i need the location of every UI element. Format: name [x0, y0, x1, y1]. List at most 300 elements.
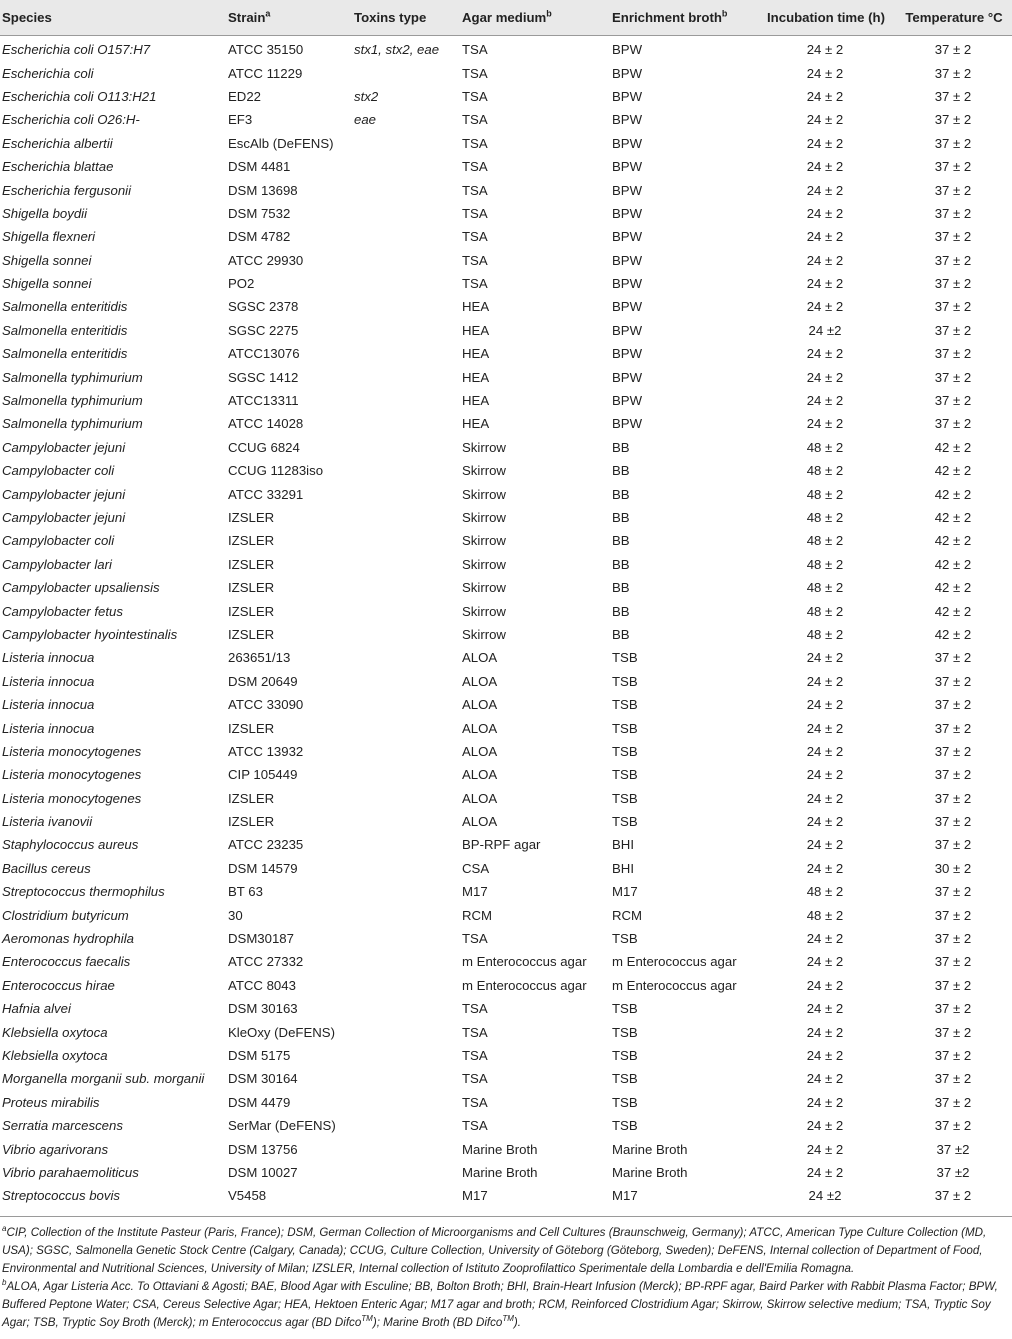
cell-incubation-time: 24 ± 2 — [806, 697, 844, 713]
cell-temperature: 37 ± 2 — [934, 276, 972, 292]
cell-strain: 30 — [228, 907, 243, 923]
cell-strain: IZSLER — [228, 790, 275, 806]
cell-toxins — [352, 155, 460, 178]
cell-enrichment-broth: BPW — [612, 112, 643, 128]
cell-enrichment-broth: TSB — [612, 1001, 638, 1017]
cell-enrichment-broth: m Enterococcus agar — [612, 977, 737, 993]
cell-strain: ATCC 14028 — [228, 416, 304, 432]
cell-strain: DSM 4481 — [228, 159, 291, 175]
table-row — [0, 61, 1012, 84]
cell-enrichment-broth: Marine Broth — [612, 1164, 688, 1180]
cell-incubation-time: 24 ± 2 — [806, 860, 844, 876]
cell-enrichment-broth: BB — [612, 603, 630, 619]
footnote-b-text-mid: ); Marine Broth (BD Difco — [372, 1316, 503, 1330]
cell-strain: IZSLER — [228, 556, 275, 572]
cell-incubation-time: 48 ± 2 — [806, 510, 844, 525]
table-row — [0, 763, 1012, 786]
cell-agar-medium: TSA — [462, 205, 488, 221]
table-row — [0, 950, 1012, 973]
cell-strain: IZSLER — [228, 510, 275, 525]
cell-strain: ATCC 23235 — [228, 837, 304, 853]
cell-agar-medium: RCM — [462, 907, 493, 923]
cell-species: Listeria innocua — [2, 650, 95, 666]
cell-agar-medium: TSA — [462, 252, 488, 268]
cell-agar-medium: M17 — [462, 884, 488, 900]
cell-species: Campylobacter coli — [2, 533, 115, 549]
cell-strain: IZSLER — [228, 603, 275, 619]
cell-agar-medium: Marine Broth — [462, 1141, 538, 1157]
cell-agar-medium: ALOA — [462, 720, 498, 736]
table-row — [0, 787, 1012, 810]
cell-incubation-time: 24 ± 2 — [806, 1141, 844, 1157]
cell-temperature: 37 ±2 — [936, 1141, 970, 1157]
cell-agar-medium: HEA — [462, 393, 490, 409]
table-row — [0, 436, 1012, 459]
header-agar-footnote-marker: b — [546, 8, 552, 19]
header-strain: Strain$^a$ — [226, 0, 352, 36]
cell-enrichment-broth: BHI — [612, 860, 634, 876]
cell-temperature: 37 ± 2 — [934, 112, 972, 128]
table-row — [0, 342, 1012, 365]
table-row — [0, 506, 1012, 529]
cell-species: Salmonella enteritidis — [2, 346, 128, 362]
cell-incubation-time: 24 ± 2 — [806, 42, 844, 58]
cell-species: Escherichia coli O157:H7 — [2, 42, 151, 58]
cell-temperature: 37 ± 2 — [934, 1071, 972, 1087]
cell-enrichment-broth: BB — [612, 439, 630, 455]
cell-enrichment-broth: BPW — [612, 322, 643, 338]
cell-strain: IZSLER — [228, 533, 275, 549]
cell-enrichment-broth: BPW — [612, 276, 643, 292]
table-row — [0, 670, 1012, 693]
cell-species: Enterococcus faecalis — [2, 954, 131, 970]
cell-species: Bacillus cereus — [2, 860, 91, 876]
cell-agar-medium: TSA — [462, 276, 488, 292]
cell-temperature: 37 ± 2 — [934, 369, 972, 385]
cell-agar-medium: ALOA — [462, 743, 498, 759]
cell-species: Vibrio agarivorans — [2, 1141, 109, 1157]
cell-enrichment-broth: TSB — [612, 1047, 638, 1063]
cell-strain: DSM 30163 — [228, 1001, 298, 1017]
cell-enrichment-broth: BB — [612, 626, 630, 642]
cell-toxins — [352, 1114, 460, 1137]
table-row — [0, 202, 1012, 225]
cell-strain: ATCC 33090 — [228, 697, 304, 713]
footnote-b-text: ALOA, Agar Listeria Acc. To Ottaviani & Agosti; BAE, Blood Agar with Esculine; BB, Bolton Broth; BHI, Brain-Heart Infusion (Merck); BP-RPF agar, Baird Parker with Rabbit Plasma Factor; BPW, Buffered Peptone Water; CSA, Cereus Selective Agar; HEA, Hektoen Enteric Agar; M17 agar and broth; RCM, Reinforced Clostridium Agar; Skirrow, Skirrow selective medium; TSA, Tryptic Soy Agar; TSB, Tryptic Soy Broth (Merck); m Enterococcus agar (BD Difco — [2, 1280, 998, 1330]
cell-species: Proteus mirabilis — [2, 1094, 100, 1110]
cell-temperature: 42 ± 2 — [934, 533, 972, 549]
cell-toxins — [352, 319, 460, 342]
cell-agar-medium: HEA — [462, 299, 490, 315]
table-row — [0, 623, 1012, 646]
cell-incubation-time: 24 ± 2 — [806, 977, 844, 993]
cell-agar-medium: Skirrow — [462, 510, 506, 525]
cell-temperature: 37 ± 2 — [934, 1001, 972, 1017]
table-row — [0, 716, 1012, 739]
cell-toxins — [352, 342, 460, 365]
table-row — [0, 1067, 1012, 1090]
cell-toxins — [352, 646, 460, 669]
cell-species: Escherichia fergusonii — [2, 182, 132, 198]
table-row — [0, 412, 1012, 435]
cell-agar-medium: Skirrow — [462, 603, 506, 619]
cell-enrichment-broth: BPW — [612, 416, 643, 432]
table-body — [0, 36, 1012, 1217]
cell-species: Enterococcus hirae — [2, 977, 115, 993]
cell-strain: DSM 5175 — [228, 1047, 291, 1063]
cell-toxins — [352, 880, 460, 903]
footnote-a-marker: a — [2, 1224, 7, 1234]
cell-species: Shigella flexneri — [2, 229, 96, 245]
cell-enrichment-broth: m Enterococcus agar — [612, 954, 737, 970]
footnote-b-text-end: ). — [513, 1316, 522, 1330]
cell-enrichment-broth: BPW — [612, 135, 643, 151]
cell-incubation-time: 24 ± 2 — [806, 931, 844, 947]
cell-strain: ATCC 13932 — [228, 743, 304, 759]
cell-temperature: 37 ± 2 — [934, 416, 972, 432]
table-row — [0, 810, 1012, 833]
header-agar-medium: Agar medium$^b$ — [460, 0, 610, 36]
cell-species: Clostridium butyricum — [2, 907, 129, 923]
cell-incubation-time: 24 ± 2 — [806, 767, 844, 783]
cell-incubation-time: 24 ± 2 — [806, 112, 844, 128]
cell-enrichment-broth: BPW — [612, 42, 643, 58]
cell-temperature: 37 ± 2 — [934, 1094, 972, 1110]
table-row — [0, 997, 1012, 1020]
table-row — [0, 880, 1012, 903]
cell-agar-medium: TSA — [462, 229, 488, 245]
cell-temperature: 37 ± 2 — [934, 743, 972, 759]
cell-species: Campylobacter fetus — [2, 603, 123, 619]
cell-toxins — [352, 1044, 460, 1067]
cell-temperature: 37 ± 2 — [934, 650, 972, 666]
cell-agar-medium: m Enterococcus agar — [462, 977, 587, 993]
cell-agar-medium: ALOA — [462, 767, 498, 783]
cell-strain: ATCC 33291 — [228, 486, 304, 502]
cell-agar-medium: ALOA — [462, 790, 498, 806]
table-row — [0, 482, 1012, 505]
table-footnotes — [2, 1224, 1008, 1333]
table-row — [0, 1161, 1012, 1184]
cell-enrichment-broth: BPW — [612, 252, 643, 268]
cell-enrichment-broth: Marine Broth — [612, 1141, 688, 1157]
cell-incubation-time: 48 ± 2 — [806, 439, 844, 455]
cell-species: Listeria innocua — [2, 720, 95, 736]
table-row — [0, 857, 1012, 880]
cell-temperature: 37 ± 2 — [934, 954, 972, 970]
cell-toxins — [352, 178, 460, 201]
cell-incubation-time: 24 ± 2 — [806, 205, 844, 221]
cell-strain: ATCC 29930 — [228, 252, 304, 268]
cell-agar-medium: TSA — [462, 1071, 488, 1087]
cell-species: Listeria innocua — [2, 697, 95, 713]
cell-temperature: 37 ± 2 — [934, 159, 972, 175]
cell-toxins — [352, 1067, 460, 1090]
table-row — [0, 295, 1012, 318]
cell-temperature: 42 ± 2 — [934, 439, 972, 455]
cell-enrichment-broth: M17 — [612, 884, 638, 900]
table-row — [0, 646, 1012, 669]
cell-enrichment-broth: BPW — [612, 346, 643, 362]
cell-strain: PO2 — [228, 276, 255, 292]
cell-incubation-time: 48 ± 2 — [806, 884, 844, 900]
cell-incubation-time: 24 ± 2 — [806, 1047, 844, 1063]
cell-incubation-time: 48 ± 2 — [806, 580, 844, 596]
cell-toxins — [352, 810, 460, 833]
cell-incubation-time: 24 ± 2 — [806, 252, 844, 268]
cell-temperature: 37 ± 2 — [934, 1118, 972, 1134]
cell-species: Listeria monocytogenes — [2, 790, 142, 806]
cell-agar-medium: TSA — [462, 1024, 488, 1040]
cell-agar-medium: TSA — [462, 112, 488, 128]
cell-incubation-time: 24 ± 2 — [806, 1001, 844, 1017]
cell-strain: KleOxy (DeFENS) — [228, 1024, 335, 1040]
cell-strain: IZSLER — [228, 580, 275, 596]
cell-strain: 263651/13 — [228, 650, 291, 666]
table-row — [0, 553, 1012, 576]
cell-temperature: 37 ± 2 — [934, 837, 972, 853]
cell-agar-medium: Skirrow — [462, 439, 506, 455]
cell-species: Morganella morganii sub. morganii — [2, 1071, 205, 1087]
cell-toxins — [352, 412, 460, 435]
cell-species: Campylobacter jejuni — [2, 510, 126, 525]
cell-agar-medium: BP-RPF agar — [462, 837, 541, 853]
table-row — [0, 1091, 1012, 1114]
cell-toxins — [352, 716, 460, 739]
cell-toxins — [352, 927, 460, 950]
cell-toxins — [352, 1161, 460, 1184]
cell-temperature: 42 ± 2 — [934, 626, 972, 642]
table-row — [0, 36, 1012, 62]
cell-strain: EF3 — [228, 112, 253, 128]
header-incubation-time: Incubation time (h) — [756, 0, 894, 36]
cell-toxins — [352, 903, 460, 926]
cell-temperature: 42 ± 2 — [934, 486, 972, 502]
cell-strain: DSM 30164 — [228, 1071, 298, 1087]
cell-toxins — [352, 1137, 460, 1160]
cell-enrichment-broth: TSB — [612, 814, 638, 830]
cell-agar-medium: Marine Broth — [462, 1164, 538, 1180]
cell-agar-medium: Skirrow — [462, 556, 506, 572]
cell-incubation-time: 24 ± 2 — [806, 1094, 844, 1110]
cell-toxins — [352, 623, 460, 646]
cell-strain: SGSC 1412 — [228, 369, 299, 385]
cell-agar-medium: HEA — [462, 416, 490, 432]
cell-enrichment-broth: TSB — [612, 650, 638, 666]
cell-species: Escherichia coli O113:H21 — [2, 88, 157, 104]
cell-species: Streptococcus thermophilus — [2, 884, 165, 900]
cell-strain: CCUG 6824 — [228, 439, 300, 455]
cell-enrichment-broth: TSB — [612, 931, 638, 947]
cell-toxins — [352, 787, 460, 810]
cell-species: Campylobacter upsaliensis — [2, 580, 160, 596]
cell-toxins — [352, 389, 460, 412]
cell-agar-medium: Skirrow — [462, 533, 506, 549]
cell-strain: IZSLER — [228, 626, 275, 642]
cell-incubation-time: 24 ± 2 — [806, 1118, 844, 1134]
cell-strain: ED22 — [228, 88, 261, 104]
cell-toxins — [352, 1020, 460, 1043]
cell-species: Escherichia blattae — [2, 159, 114, 175]
cell-agar-medium: m Enterococcus agar — [462, 954, 587, 970]
cell-incubation-time: 48 ± 2 — [806, 556, 844, 572]
cell-agar-medium: TSA — [462, 1094, 488, 1110]
cell-enrichment-broth: BPW — [612, 369, 643, 385]
cell-temperature: 37 ± 2 — [934, 790, 972, 806]
cell-incubation-time: 48 ± 2 — [806, 486, 844, 502]
cell-toxins — [352, 225, 460, 248]
cell-temperature: 37 ± 2 — [934, 1024, 972, 1040]
cell-agar-medium: TSA — [462, 182, 488, 198]
cell-incubation-time: 24 ± 2 — [806, 1164, 844, 1180]
cell-species: Listeria monocytogenes — [2, 767, 142, 783]
cell-toxins — [352, 763, 460, 786]
cell-temperature: 42 ± 2 — [934, 510, 972, 525]
cell-species: Salmonella enteritidis — [2, 299, 128, 315]
table-row — [0, 529, 1012, 552]
cell-toxins — [352, 459, 460, 482]
cell-species: Vibrio parahaemoliticus — [2, 1164, 139, 1180]
cell-toxins — [352, 833, 460, 856]
cell-species: Shigella sonnei — [2, 276, 92, 292]
cell-strain: SGSC 2275 — [228, 322, 299, 338]
cell-temperature: 42 ± 2 — [934, 463, 972, 479]
cell-incubation-time: 48 ± 2 — [806, 626, 844, 642]
cell-enrichment-broth: BB — [612, 533, 630, 549]
cell-agar-medium: HEA — [462, 369, 490, 385]
cell-strain: DSM 13756 — [228, 1141, 298, 1157]
cell-strain: V5458 — [226, 1184, 352, 1216]
cell-incubation-time: 24 ± 2 — [806, 88, 844, 104]
cell-enrichment-broth: BB — [612, 580, 630, 596]
cell-agar-medium: TSA — [462, 135, 488, 151]
cell-strain: SerMar (DeFENS) — [228, 1118, 336, 1134]
table-row — [0, 693, 1012, 716]
cell-temperature: 37 ± 2 — [934, 205, 972, 221]
cell-temperature: 37 ± 2 — [894, 1184, 1012, 1216]
cell-incubation-time: 48 ± 2 — [806, 463, 844, 479]
trademark-superscript: TM — [502, 1314, 514, 1324]
cell-enrichment-broth: TSB — [612, 1094, 638, 1110]
cell-toxins — [352, 249, 460, 272]
cell-enrichment-broth: BPW — [612, 182, 643, 198]
footnote-a — [2, 1224, 1008, 1278]
cell-species: Campylobacter lari — [2, 556, 112, 572]
table-header-row — [0, 0, 1012, 36]
cell-incubation-time: 24 ± 2 — [806, 299, 844, 315]
cell-toxins — [352, 950, 460, 973]
cell-species: Shigella sonnei — [2, 252, 92, 268]
cell-enrichment-broth: TSB — [612, 790, 638, 806]
cell-temperature: 37 ± 2 — [934, 229, 972, 245]
cell-enrichment-broth: BPW — [612, 65, 643, 81]
cell-incubation-time: 24 ±2 — [808, 322, 842, 338]
table-row — [0, 249, 1012, 272]
footnote-b-marker: b — [2, 1278, 7, 1288]
table-row — [0, 576, 1012, 599]
table-row — [0, 903, 1012, 926]
cell-enrichment-broth: BHI — [612, 837, 634, 853]
footnote-b — [2, 1278, 1008, 1332]
table-row — [0, 178, 1012, 201]
cell-toxins — [352, 1091, 460, 1114]
cell-toxins: stx2 — [354, 88, 379, 104]
cell-incubation-time: 48 ± 2 — [806, 907, 844, 923]
cell-temperature: 42 ± 2 — [934, 603, 972, 619]
cell-species: Klebsiella oxytoca — [2, 1047, 108, 1063]
cell-enrichment-broth: BPW — [612, 88, 643, 104]
cell-temperature: 37 ± 2 — [934, 393, 972, 409]
cell-strain: DSM 13698 — [228, 182, 298, 198]
cell-enrichment-broth: M17 — [610, 1184, 756, 1216]
cell-agar-medium: M17 — [460, 1184, 610, 1216]
cell-agar-medium: ALOA — [462, 650, 498, 666]
cell-temperature: 37 ± 2 — [934, 88, 972, 104]
cell-temperature: 37 ± 2 — [934, 977, 972, 993]
cell-toxins — [352, 740, 460, 763]
cell-incubation-time: 48 ± 2 — [806, 603, 844, 619]
cell-enrichment-broth: BB — [612, 463, 630, 479]
cell-strain: DSM 14579 — [228, 860, 298, 876]
cell-enrichment-broth: BPW — [612, 159, 643, 175]
cell-enrichment-broth: BPW — [612, 205, 643, 221]
cell-toxins — [352, 436, 460, 459]
cell-incubation-time: 24 ±2 — [756, 1184, 894, 1216]
header-strain-footnote-marker: a — [265, 8, 271, 19]
cell-species: Listeria monocytogenes — [2, 743, 142, 759]
cell-species: Campylobacter coli — [2, 463, 115, 479]
cell-toxins — [352, 529, 460, 552]
cell-toxins: eae — [354, 112, 377, 128]
table-row — [0, 1184, 1012, 1216]
cell-species: Escherichia albertii — [2, 135, 113, 151]
cell-enrichment-broth: TSB — [612, 720, 638, 736]
table-row — [0, 319, 1012, 342]
cell-temperature: 37 ± 2 — [934, 884, 972, 900]
cell-incubation-time: 24 ± 2 — [806, 790, 844, 806]
cell-temperature: 37 ± 2 — [934, 907, 972, 923]
cell-incubation-time: 24 ± 2 — [806, 1071, 844, 1087]
cell-incubation-time: 24 ± 2 — [806, 276, 844, 292]
cell-species: Serratia marcescens — [2, 1118, 123, 1134]
table-row — [0, 365, 1012, 388]
cell-temperature: 37 ± 2 — [934, 720, 972, 736]
table-row — [0, 927, 1012, 950]
cell-strain: DSM 4782 — [228, 229, 291, 245]
cell-incubation-time: 24 ± 2 — [806, 650, 844, 666]
cell-enrichment-broth: BPW — [612, 229, 643, 245]
cell-species: Staphylococcus aureus — [2, 837, 139, 853]
cell-incubation-time: 24 ± 2 — [806, 814, 844, 830]
cell-temperature: 37 ± 2 — [934, 1047, 972, 1063]
table-row — [0, 459, 1012, 482]
cell-toxins — [352, 857, 460, 880]
cell-agar-medium: Skirrow — [462, 626, 506, 642]
cell-enrichment-broth: BB — [612, 510, 630, 525]
cell-species: Salmonella typhimurium — [2, 393, 143, 409]
cell-strain: ATCC13076 — [228, 346, 300, 362]
cell-strain: ATCC 11229 — [228, 65, 303, 81]
cell-temperature: 37 ± 2 — [934, 346, 972, 362]
cell-toxins — [352, 553, 460, 576]
table-row — [0, 974, 1012, 997]
cell-strain: CCUG 11283iso — [228, 463, 324, 479]
header-temperature: Temperature °C — [894, 0, 1012, 36]
cell-temperature: 37 ± 2 — [934, 931, 972, 947]
cell-toxins — [352, 670, 460, 693]
cell-incubation-time: 24 ± 2 — [806, 1024, 844, 1040]
cell-strain: ATCC 8043 — [228, 977, 296, 993]
